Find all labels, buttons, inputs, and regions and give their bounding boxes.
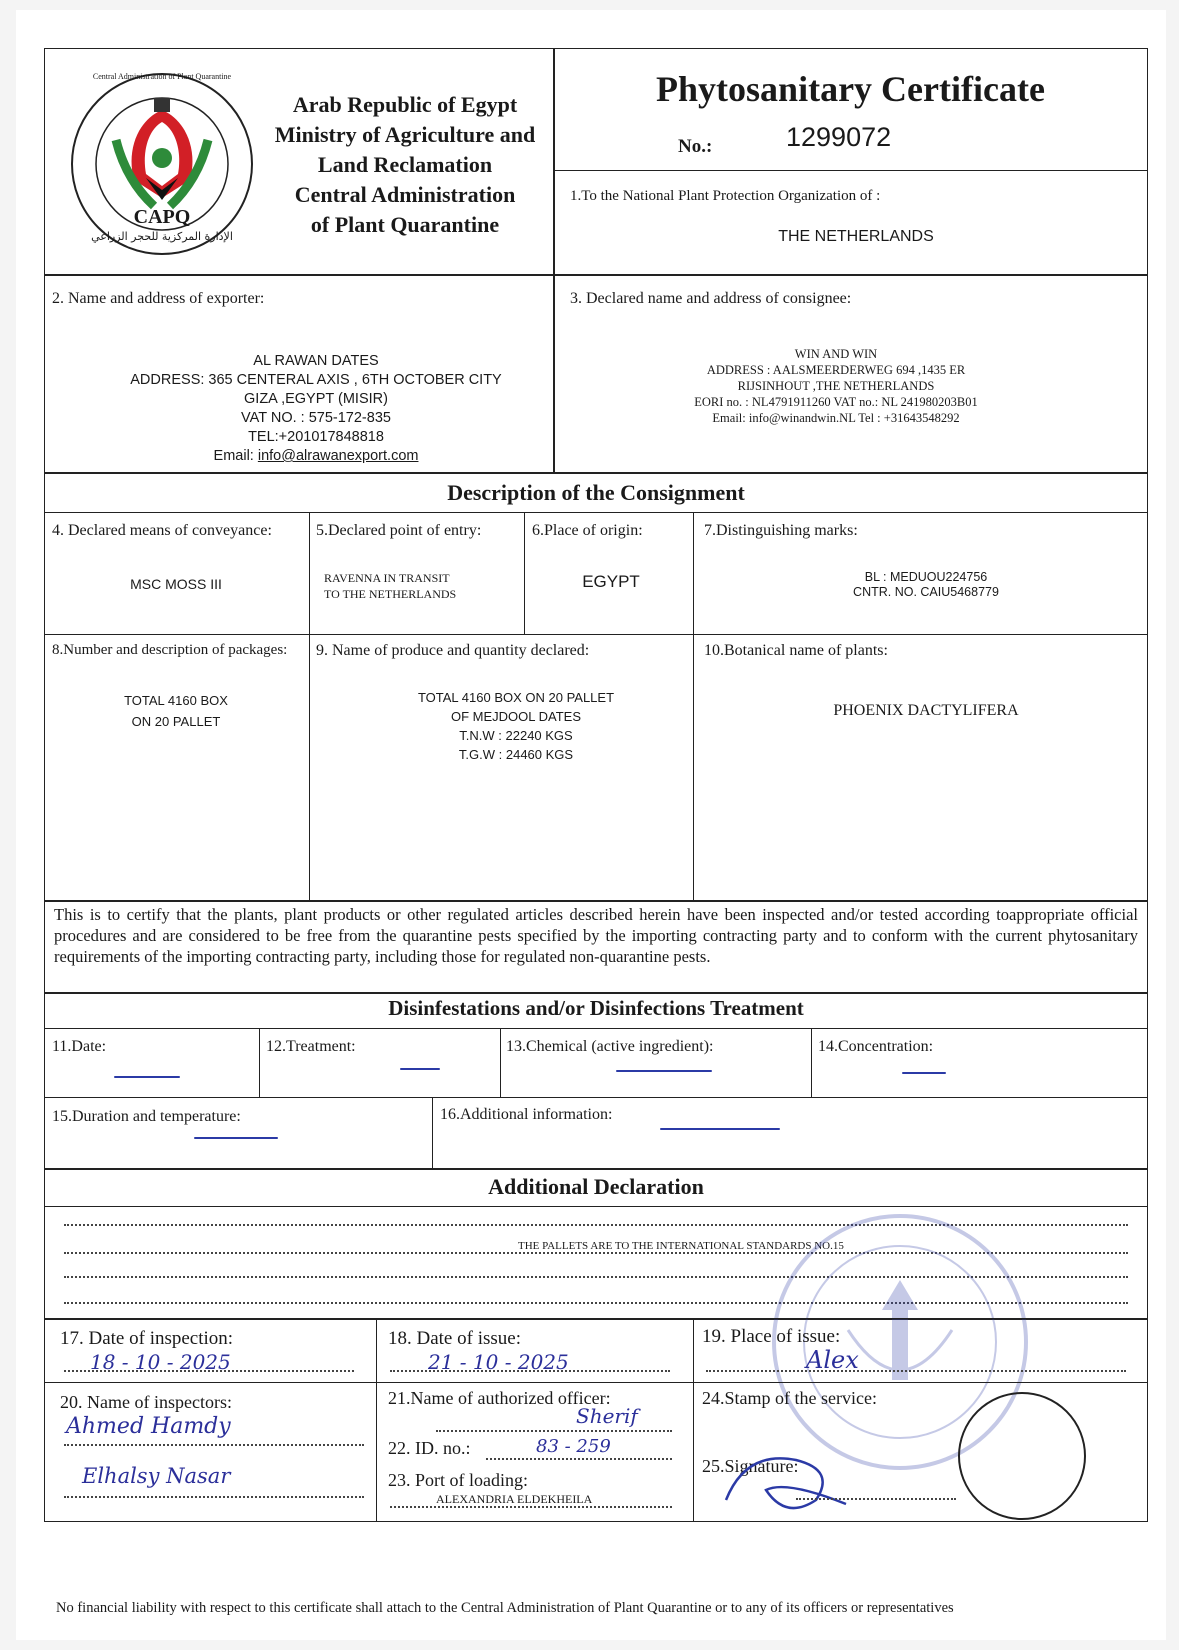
- field2-label: 2. Name and address of exporter:: [52, 290, 265, 307]
- field25-label: 25.Signature:: [702, 1456, 799, 1476]
- treatment-title: Disinfestations and/or Disinfections Treatment: [388, 996, 804, 1020]
- produce-line: T.G.W : 24460 KGS: [458, 747, 574, 762]
- field17-value: 18 - 10 - 2025: [90, 1350, 231, 1374]
- produce-line: T.N.W : 22240 KGS: [459, 728, 573, 743]
- exporter-email-link[interactable]: info@alrawanexport.com: [257, 448, 419, 464]
- entry-line: TO THE NETHERLANDS: [324, 587, 457, 601]
- logo-ring-text: Central Administration of Plant Quarantine: [92, 72, 232, 81]
- consignee-line: EORI no. : NL4791911260 VAT no.: NL 241980203B01: [694, 395, 978, 409]
- field4-label: 4. Declared means of conveyance:: [52, 522, 272, 539]
- field19-label: 19. Place of issue:: [702, 1326, 841, 1347]
- field3-label: 3. Declared name and address of consignee:: [570, 290, 852, 307]
- produce-line: TOTAL 4160 BOX ON 20 PALLET: [417, 690, 615, 705]
- consignee-line: ADDRESS : AALSMEERDERWEG 694 ,1435 ER: [706, 363, 966, 377]
- field4-value: MSC MOSS III: [130, 576, 222, 592]
- field6-label: 6.Place of origin:: [532, 522, 643, 539]
- certificate-no-value: 1299072: [786, 122, 892, 152]
- logo-abbrev: CAPQ: [133, 206, 191, 228]
- field1-value: THE NETHERLANDS: [778, 228, 934, 245]
- field10-label: 10.Botanical name of plants:: [704, 642, 888, 659]
- packages-line: ON 20 PALLET: [131, 714, 221, 729]
- field6-value: EGYPT: [582, 572, 640, 591]
- signature-scribble-icon: [706, 1430, 876, 1520]
- field8-label: 8.Number and description of packages:: [52, 642, 288, 658]
- field18-label: 18. Date of issue:: [388, 1328, 521, 1349]
- field16-label: 16.Additional information:: [440, 1106, 613, 1123]
- field22-value: 83 - 259: [536, 1436, 611, 1457]
- certificate-no-label: No.:: [678, 136, 713, 157]
- field22-label: 22. ID. no.:: [388, 1438, 471, 1458]
- field5-label: 5.Declared point of entry:: [316, 522, 482, 539]
- certificate-title: Phytosanitary Certificate: [656, 69, 1045, 109]
- field21-label: 21.Name of authorized officer:: [388, 1388, 611, 1408]
- consignment-title: Description of the Consignment: [447, 480, 745, 505]
- field17-label: 17. Date of inspection:: [60, 1328, 234, 1349]
- field15-label: 15.Duration and temperature:: [52, 1108, 241, 1125]
- logo-arabic: الإدارة المركزية للحجر الزراعي: [91, 230, 233, 243]
- field8-value: [76, 690, 276, 732]
- exporter-line: VAT NO. : 575-172-835: [241, 410, 391, 426]
- capq-logo: [68, 70, 256, 258]
- field7-label: 7.Distinguishing marks:: [704, 522, 858, 539]
- field9-value: [356, 688, 676, 764]
- entry-line: RAVENNA IN TRANSIT: [324, 571, 450, 585]
- consignee-line: RIJSINHOUT ,THE NETHERLANDS: [737, 379, 935, 393]
- packages-line: TOTAL 4160 BOX: [124, 693, 228, 708]
- field12-label: 12.Treatment:: [266, 1038, 356, 1055]
- authority-line-5: of Plant Quarantine: [310, 212, 500, 237]
- produce-line: OF MEJDOOL DATES: [450, 709, 581, 724]
- field14-label: 14.Concentration:: [818, 1038, 934, 1055]
- inspector-name: Elhalsy Nasar: [82, 1464, 231, 1488]
- email-label: Email:: [213, 448, 258, 464]
- field5-value: [324, 570, 456, 602]
- liability-footer: No financial liability with respect to this certificate shall attach to the Central Administration of Plant Quarantine or to any of its officers or representatives: [56, 1600, 954, 1616]
- exporter-line: ADDRESS: 365 CENTERAL AXIS , 6TH OCTOBER CITY: [130, 372, 502, 388]
- consignee-line: WIN AND WIN: [794, 347, 878, 361]
- consignee-address: [616, 346, 1056, 426]
- authority-line-2: Ministry of Agriculture and: [274, 122, 536, 147]
- authority-line-3: Land Reclamation: [317, 152, 493, 177]
- field18-value: 21 - 10 - 2025: [428, 1350, 569, 1374]
- marks-line: CNTR. NO. CAIU5468779: [853, 585, 999, 599]
- field23-label: 23. Port of loading:: [388, 1470, 528, 1490]
- field1-label: 1.To the National Plant Protection Organization of :: [570, 188, 881, 204]
- exporter-address: [106, 352, 526, 466]
- field7-value: [736, 570, 1116, 600]
- field23-value: ALEXANDRIA ELDEKHEILA: [436, 1492, 593, 1506]
- issuing-authority: [260, 90, 550, 240]
- field20-label: 20. Name of inspectors:: [60, 1392, 232, 1412]
- field24-label: 24.Stamp of the service:: [702, 1388, 877, 1408]
- authority-line-4: Central Administration: [294, 182, 516, 207]
- certificate-page: [16, 10, 1166, 1640]
- field21-value: Sherif: [576, 1404, 638, 1428]
- consignee-line: Email: info@winandwin.NL Tel : +31643548292: [712, 411, 960, 425]
- authority-line-1: Arab Republic of Egypt: [292, 92, 518, 117]
- field10-value: PHOENIX DACTYLIFERA: [833, 702, 1019, 719]
- marks-line: BL : MEDUOU224756: [864, 570, 988, 584]
- field13-label: 13.Chemical (active ingredient):: [506, 1038, 714, 1055]
- field9-label: 9. Name of produce and quantity declared:: [316, 642, 590, 659]
- stamp-circle: [958, 1392, 1086, 1520]
- exporter-line: TEL:+201017848818: [248, 429, 384, 445]
- declaration-text: THE PALLETS ARE TO THE INTERNATIONAL STANDARDS NO.15: [518, 1240, 844, 1252]
- inspector-name: Ahmed Hamdy: [66, 1414, 231, 1439]
- field11-label: 11.Date:: [52, 1038, 107, 1055]
- certify-text: This is to certify that the plants, plant products or other regulated articles described herein have been inspected and/or tested according toappropriate official procedures and are considered to be free from the quarantine pests specified by the importing contracting party and to conform with the current phytosanitary requirements of the importing contracting party, including those for regulated non-quarantine pests.: [54, 905, 1138, 966]
- field19-value: Alex: [806, 1346, 859, 1374]
- exporter-line: GIZA ,EGYPT (MISIR): [244, 391, 388, 407]
- exporter-line: AL RAWAN DATES: [253, 353, 379, 369]
- declaration-title: Additional Declaration: [488, 1174, 704, 1199]
